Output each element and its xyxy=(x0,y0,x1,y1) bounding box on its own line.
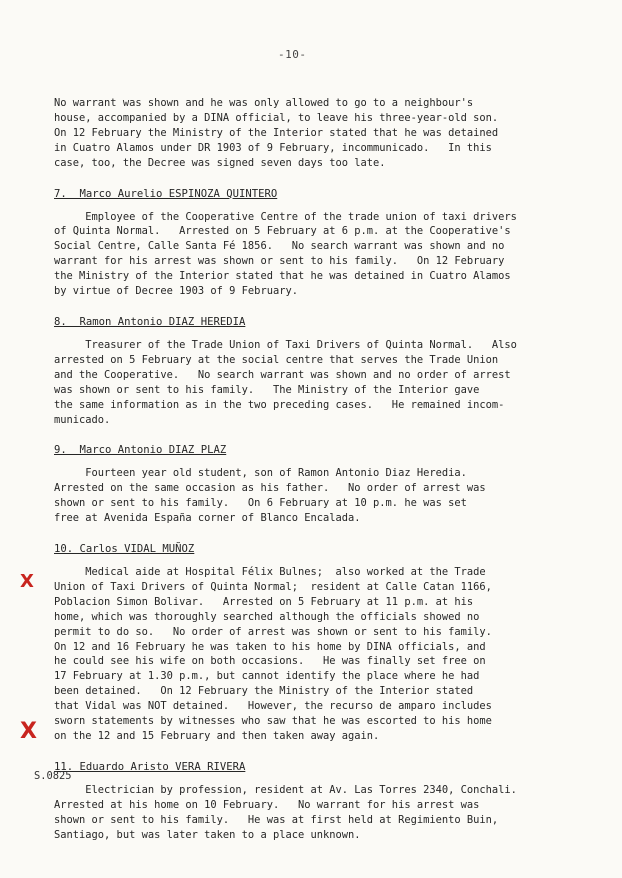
entry-11 xyxy=(54,760,574,843)
text-line: Social Centre, Calle Santa Fé 1856. No search warrant was shown and no xyxy=(54,240,505,253)
text-line: by virtue of Decree 1903 of 9 February. xyxy=(54,285,298,298)
text-line: home, which was thoroughly searched although the officials showed no xyxy=(54,610,480,623)
entry-heading: 11. Eduardo Aristo VERA RIVERA xyxy=(54,760,246,773)
text-line: No warrant was shown and he was only allowed to go to a neighbour's xyxy=(54,97,474,109)
text-line: Electrician by profession, resident at Av. Las Torres 2340, Conchali. xyxy=(54,783,517,796)
text-line: free at Avenida España corner of Blanco Encalada. xyxy=(54,512,361,525)
text-line: and the Cooperative. No search warrant was shown and no order of arrest xyxy=(54,368,511,381)
text-line: of Quinta Normal. Arrested on 5 February at 6 p.m. at the Cooperative's xyxy=(54,225,511,238)
red-x-margin-mark: X xyxy=(20,571,34,592)
text-line: Treasurer of the Trade Union of Taxi Drivers of Quinta Normal. Also xyxy=(54,338,517,351)
text-line: warrant for his arrest was shown or sent to his family. On 12 February xyxy=(54,255,505,268)
text-line: been detained. On 12 February the Ministry of the Interior stated xyxy=(54,685,474,698)
text-line: sworn statements by witnesses who saw that he was escorted to his home xyxy=(54,715,492,728)
text-line: Medical aide at Hospital Félix Bulnes; also worked at the Trade xyxy=(54,566,486,579)
text-line: On 12 February the Ministry of the Interior stated that he was detained xyxy=(54,126,499,139)
entry-heading: 8. Ramon Antonio DIAZ HEREDIA xyxy=(54,315,246,328)
entry-10 xyxy=(54,542,574,744)
text-line: 17 February at 1.30 p.m., but cannot identify the place where he had xyxy=(54,670,480,683)
text-line: Poblacion Simon Bolivar. Arrested on 5 February at 11 p.m. at his xyxy=(54,595,474,608)
entry-heading: 7. Marco Aurelio ESPINOZA QUINTERO xyxy=(54,187,278,200)
text-line: shown or sent to his family. He was at first held at Regimiento Buin, xyxy=(54,813,499,826)
document-code: S.0825 xyxy=(34,770,72,782)
red-x-margin-mark: X xyxy=(20,719,37,744)
entry-heading: 9. Marco Antonio DIAZ PLAZ xyxy=(54,444,227,457)
text-line: Santiago, but was later taken to a place unknown. xyxy=(54,828,361,841)
text-line: Union of Taxi Drivers of Quinta Normal; resident at Calle Catan 1166, xyxy=(54,580,492,593)
text-line: was shown or sent to his family. The Ministry of the Interior gave xyxy=(54,383,480,396)
document-body xyxy=(54,96,574,843)
text-line: Employee of the Cooperative Centre of the trade union of taxi drivers xyxy=(54,210,517,223)
text-line: the same information as in the two preceding cases. He remained incom- xyxy=(54,398,505,411)
text-line: Fourteen year old student, son of Ramon Antonio Diaz Heredia. xyxy=(54,467,467,480)
text-line: shown or sent to his family. On 6 February at 10 p.m. he was set xyxy=(54,497,467,510)
text-line: in Cuatro Alamos under DR 1903 of 9 February, incommunicado. In this xyxy=(54,141,492,154)
page-number: -10- xyxy=(278,48,307,61)
text-line: case, too, the Decree was signed seven days too late. xyxy=(54,156,386,169)
text-line: permit to do so. No order of arrest was shown or sent to his family. xyxy=(54,625,492,638)
text-line: he could see his wife on both occasions. He was finally set free on xyxy=(54,655,486,668)
entry-9 xyxy=(54,443,574,526)
entry-7 xyxy=(54,187,574,299)
entry-heading: 10. Carlos VIDAL MUÑOZ xyxy=(54,543,195,556)
text-line: that Vidal was NOT detained. However, the recurso de amparo includes xyxy=(54,700,492,713)
text-line: the Ministry of the Interior stated that he was detained in Cuatro Alamos xyxy=(54,270,511,283)
entry-8 xyxy=(54,315,574,427)
text-line: on the 12 and 15 February and then taken away again. xyxy=(54,730,380,742)
text-line: house, accompanied by a DINA official, to leave his three-year-old son. xyxy=(54,111,499,124)
intro-paragraph xyxy=(54,96,574,171)
text-line: municado. xyxy=(54,413,111,426)
text-line: arrested on 5 February at the social centre that serves the Trade Union xyxy=(54,353,499,366)
text-line: On 12 and 16 February he was taken to his home by DINA officials, and xyxy=(54,640,486,653)
text-line: Arrested on the same occasion as his father. No order of arrest was xyxy=(54,482,486,495)
text-line: Arrested at his home on 10 February. No warrant for his arrest was xyxy=(54,798,480,811)
